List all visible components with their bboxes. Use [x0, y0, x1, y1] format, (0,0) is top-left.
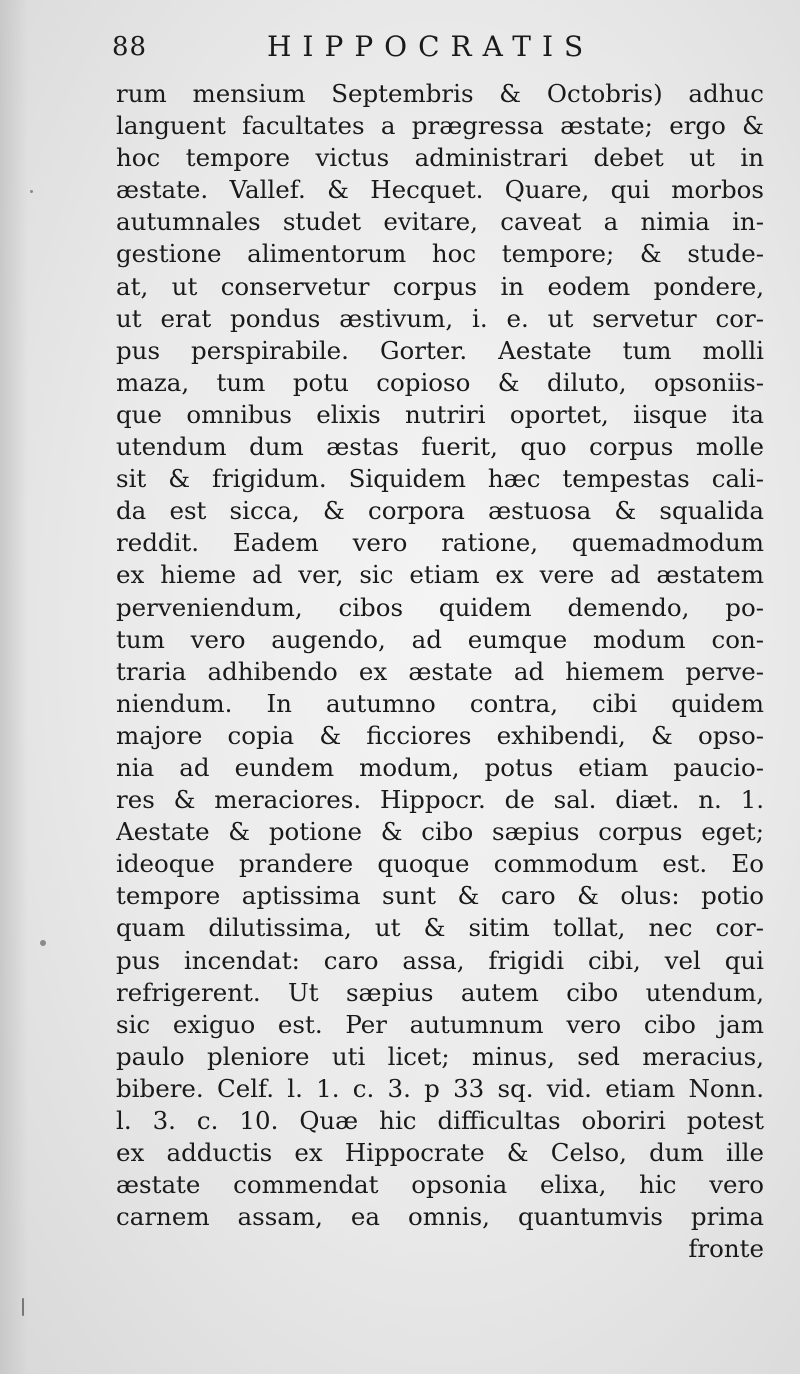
gutter-shadow: [0, 0, 28, 1374]
text-line: pus incendat: caro assa, frigidi cibi, vel qui: [116, 945, 764, 975]
text-line: nia ad eundem modum, potus etiam paucio-: [116, 752, 764, 782]
text-line: refrigerent. Ut sæpius autem cibo utendum,: [116, 977, 764, 1007]
text-line: sic exiguo est. Per autumnum vero cibo jam: [116, 1009, 764, 1039]
text-line: perveniendum, cibos quidem demendo, po-: [116, 592, 764, 622]
text-line: ideoque prandere quoque commodum est. Eo: [116, 849, 764, 879]
text-line: majore copia & ficciores exhibendi, & opso-: [116, 720, 764, 750]
text-line: languent facultates a prægressa æstate; ergo &: [116, 111, 764, 141]
ink-speck: [22, 1298, 24, 1316]
page-number: 88: [112, 32, 148, 62]
text-line: Aestate & potione & cibo sæpius corpus eget;: [116, 817, 764, 847]
running-head: [112, 30, 762, 70]
text-line: æstate. Vallef. & Hecquet. Quare, qui morbos: [116, 175, 764, 205]
text-line: rum mensium Septembris & Octobris) adhuc: [116, 79, 764, 108]
text-line: carnem assam, ea omnis, quantumvis prima: [116, 1202, 764, 1232]
text-line: sit & frigidum. Siquidem hæc tempestas cali-: [116, 464, 764, 494]
text-line: l. 3. c. 10. Quæ hic difficultas oboriri potest: [116, 1106, 764, 1135]
text-line: quam dilutissima, ut & sitim tollat, nec cor-: [116, 913, 764, 943]
text-line: tempore aptissima sunt & caro & olus: potio: [116, 881, 764, 911]
text-line: res & meraciores. Hippocr. de sal. diæt. n. 1.: [116, 785, 764, 815]
ink-speck: [30, 190, 33, 193]
running-title: HIPPOCRATIS: [267, 30, 595, 63]
text-line: ex adductis ex Hippocrate & Celso, dum ille: [116, 1138, 764, 1168]
text-line: ex hieme ad ver, sic etiam ex vere ad æstatem: [116, 560, 764, 590]
text-line: da est sicca, & corpora æstuosa & squalida: [116, 496, 764, 526]
text-line: traria adhibendo ex æstate ad hiemem perve-: [116, 656, 764, 686]
text-line: at, ut conservetur corpus in eodem pondere,: [116, 271, 764, 301]
text-line: utendum dum æstas fuerit, quo corpus molle: [116, 432, 764, 462]
text-body: [116, 78, 764, 1265]
text-line: hoc tempore victus administrari debet ut in: [116, 143, 764, 173]
text-line: gestione alimentorum hoc tempore; & stude-: [116, 239, 764, 269]
text-line: niendum. In autumno contra, cibi quidem: [116, 688, 764, 718]
text-line: que omnibus elixis nutriri oportet, iisque ita: [116, 399, 764, 429]
text-line: pus perspirabile. Gorter. Aestate tum molli: [116, 335, 764, 365]
text-line: autumnales studet evitare, caveat a nimia in-: [116, 207, 764, 237]
ink-speck: [40, 940, 46, 946]
text-line: ut erat pondus æstivum, i. e. ut servetur cor-: [116, 303, 764, 333]
text-line: maza, tum potu copioso & diluto, opsoniis-: [116, 367, 764, 397]
text-line: æstate commendat opsonia elixa, hic vero: [116, 1170, 764, 1200]
text-line: tum vero augendo, ad eumque modum con-: [116, 624, 764, 654]
text-line: bibere. Celf. l. 1. c. 3. p 33 sq. vid. etiam Nonn.: [116, 1073, 764, 1103]
text-line: fronte: [688, 1234, 764, 1264]
text-line: reddit. Eadem vero ratione, quemadmodum: [116, 528, 764, 558]
text-line: paulo pleniore uti licet; minus, sed meracius,: [116, 1041, 764, 1071]
